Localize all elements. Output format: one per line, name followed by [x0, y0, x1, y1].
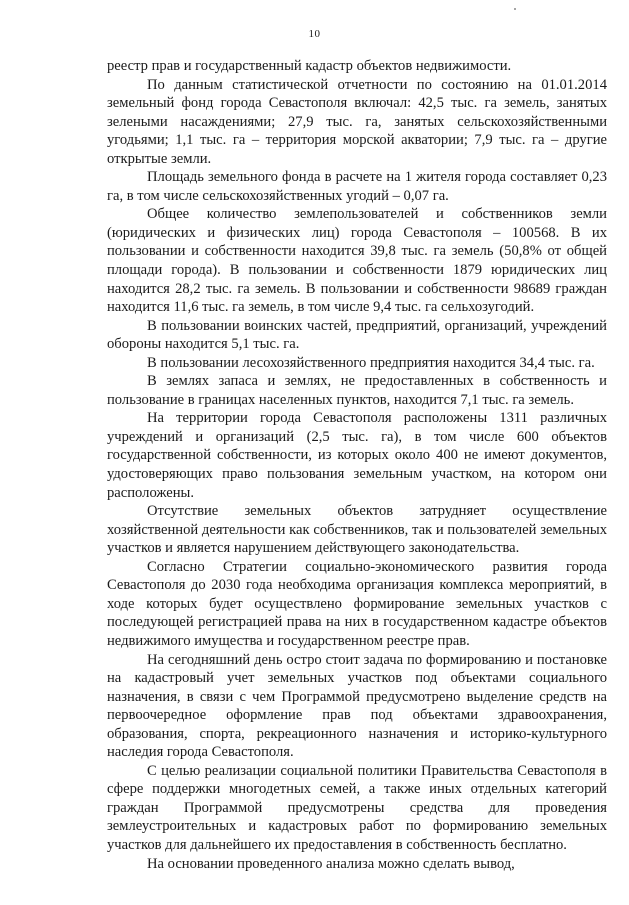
page-number: 10: [308, 28, 321, 40]
paragraph-land-fund: По данным статистической отчетности по состоянию на 01.01.2014 земельный фонд города Севастополя включал: 42,5 тыс. га земель, занятых зелеными насаждениями; 27,9 тыс. га, занятых сельскохозяйственными угодьями; 1,1 тыс. га – территория морской акватории; 7,9 тыс. га – другие открытые земли.: [107, 76, 607, 167]
scan-dot: [514, 8, 516, 10]
paragraph-strategy: Согласно Стратегии социально-экономического развития города Севастополя до 2030 года необходима организация комплекса мероприятий, в ходе которых будет осуществлено формирование земельных участков с последующей регистрацией права на них в государственном кадастре объектов недвижимого имущества и государственном реестре прав.: [107, 558, 607, 649]
paragraph-military-use: В пользовании воинских частей, предприятий, организаций, учреждений обороны находится 5,1 тыс. га.: [107, 317, 607, 353]
paragraph-continuation: реестр прав и государственный кадастр объектов недвижимости.: [107, 58, 512, 74]
paragraph-land-users: Общее количество землепользователей и собственников земли (юридических и физических лиц) города Севастополя – 100568. В их пользовании и собственности находится 39,8 тыс. га земель (50,8% от общей площади города). В пользовании и собственности 1879 юридических лиц находится 28,2 тыс. га земель. В пользовании и собственности 98689 граждан находится 11,6 тыс. га земель, в том числе 9,4 тыс. га сельхозугодий.: [107, 206, 607, 316]
paragraph-social-objects: На сегодняшний день остро стоит задача по формированию и постановке на кадастровый учет земельных участков под объектами социального назначения, в связи с чем Программой предусмотрено выделение средств на первоочередное оформление прав под объектами здравоохранения, образования, спорта, рекреационного назначения и историко-культурного наследия города Севастополя.: [107, 651, 607, 761]
document-body: [107, 57, 607, 873]
paragraph-institutions: На территории города Севастополя расположены 1311 различных учреждений и организаций (2,5 тыс. га), в том числе 600 объектов государственной собственности, из которых около 400 не имеют документов, удостоверяющих право пользования земельным участком, на котором они расположены.: [107, 410, 607, 501]
paragraph-reserve-lands: В землях запаса и землях, не предоставленных в собственность и пользование в границах населенных пунктов, находится 7,1 тыс. га земель.: [107, 373, 607, 408]
paragraph-area-per-resident: Площадь земельного фонда в расчете на 1 жителя города составляет 0,23 га, в том числе сельскохозяйственных угодий – 0,07 га.: [107, 169, 607, 204]
paragraph-absence-of-objects: Отсутствие земельных объектов затрудняет осуществление хозяйственной деятельности как собственников, так и пользователей земельных участков и является нарушением действующего законодательства.: [107, 503, 607, 557]
paragraph-conclusion-start: На основании проведенного анализа можно сделать вывод,: [147, 855, 515, 872]
paragraph-forestry: В пользовании лесохозяйственного предприятия находится 34,4 тыс. га.: [147, 354, 595, 371]
paragraph-social-policy: С целью реализации социальной политики Правительства Севастополя в сфере поддержки многодетных семей, а также иных отдельных категорий граждан Программой предусмотрены средства для проведения землеустроительных и кадастровых работ по формированию земельных участков для дальнейшего их предоставления в собственность бесплатно.: [107, 762, 607, 853]
